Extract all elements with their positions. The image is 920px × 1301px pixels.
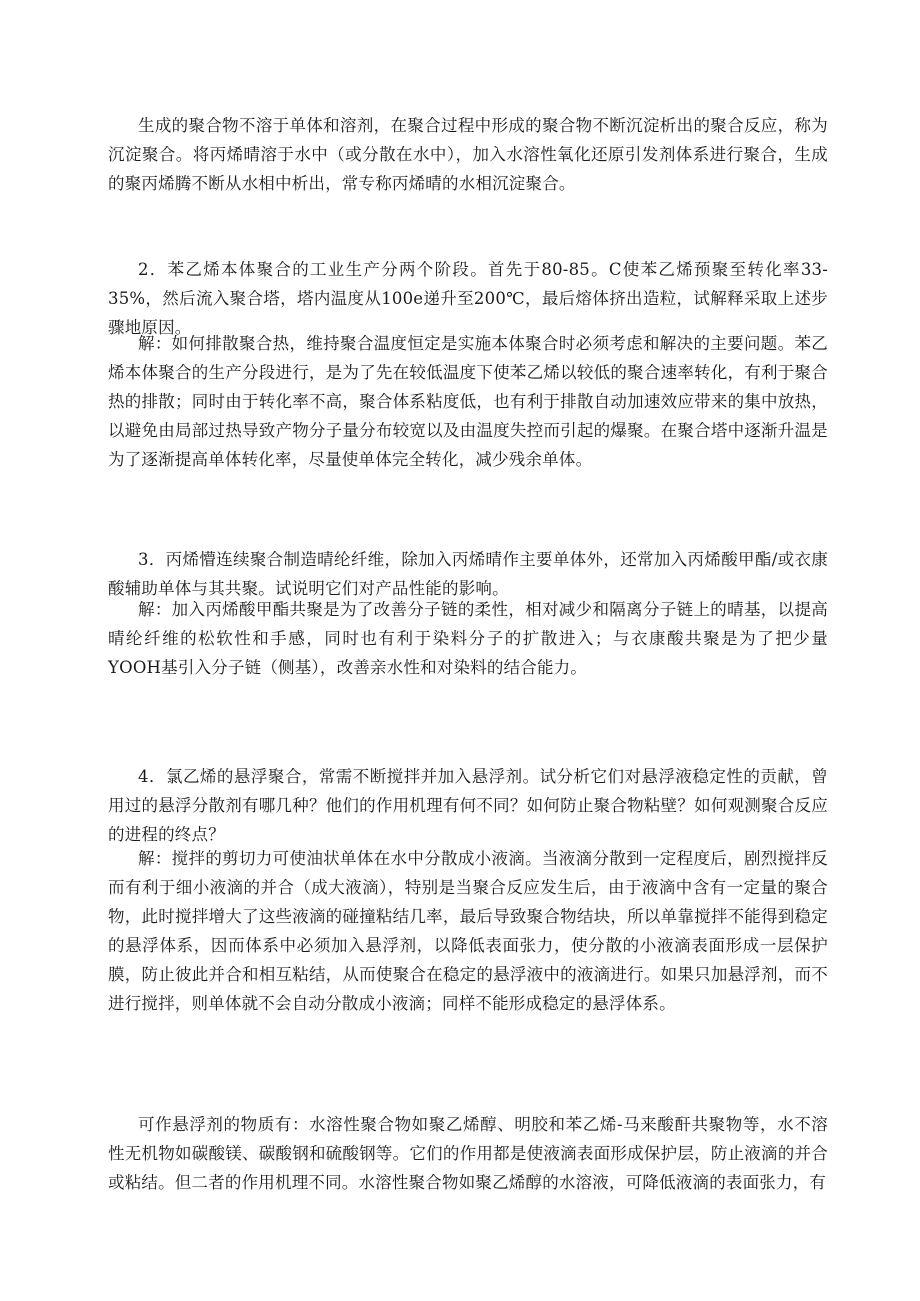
question-4: 4．氯乙烯的悬浮聚合，常需不断搅拌并加入悬浮剂。试分析它们对悬浮液稳定性的贡献，曾用过的悬浮分散剂有哪几种？他们的作用机理有何不同？如何防止聚合物粘壁？如何观测聚合反应的进程的终点？ [108,767,828,844]
answer-4: 解：搅拌的剪切力可使油状单体在水中分散成小液滴。当液滴分散到一定程度后，剧烈搅拌反而有利于细小液滴的并合（成大液滴），特别是当聚合反应发生后，由于液滴中含有一定量的聚合物，此时搅拌增大了这些液滴的碰撞粘结几率，最后导致聚合物结块，所以单靠搅拌不能得到稳定的悬浮体系，因而体系中必须加入悬浮剂，以降低表面张力，使分散的小液滴表面形成一层保护膜，防止彼此并合和相互粘结，从而使聚合在稳定的悬浮液中的液滴进行。如果只加悬浮剂，而不进行搅拌，则单体就不会自动分散成小液滴；同样不能形成稳定的悬浮体系。 [108,849,828,1013]
answer-2: 解：如何排散聚合热，维持聚合温度恒定是实施本体聚合时必须考虑和解决的主要问题。苯乙烯本体聚合的生产分段进行，是为了先在较低温度下使苯乙烯以较低的聚合速率转化，有利于聚合热的排散；同时由于转化率不高，聚合体系粘度低，也有利于排散自动加速效应带来的集中放热，以避免由局部过热导致产物分子量分布较宽以及由温度失控而引起的爆聚。在聚合塔中逐渐升温是为了逐渐提高单体转化率，尽量使单体完全转化，减少残余单体。 [108,334,828,469]
question-2: 2．苯乙烯本体聚合的工业生产分两个阶段。首先于80-85。C使苯乙烯预聚至转化率33-35%，然后流入聚合塔，塔内温度从100e递升至200℃，最后熔体挤出造粒，试解释采取上述步骤地原因。 [108,260,828,337]
answer-3: 解：加入丙烯酸甲酯共聚是为了改善分子链的柔性，相对减少和隔离分子链上的晴基，以提高晴纶纤维的松软性和手感，同时也有利于染料分子的扩散进入；与衣康酸共聚是为了把少量YOOH基引入分子链（侧基），改善亲水性和对染料的结合能力。 [108,600,828,677]
question-3: 3．丙烯懵连续聚合制造晴纶纤维，除加入丙烯晴作主要单体外，还常加入丙烯酸甲酯/或衣康酸辅助单体与其共聚。试说明它们对产品性能的影响。 [108,550,828,598]
answer-4-continued: 可作悬浮剂的物质有：水溶性聚合物如聚乙烯醇、明胶和苯乙烯-马来酸酐共聚物等，水不溶性无机物如碳酸镁、碳酸钢和硫酸钢等。它们的作用都是使液滴表面形成保护层，防止液滴的并合或粘结。但二者的作用机理不同。水溶性聚合物如聚乙烯醇的水溶液，可降低液滴的表面张力，有 [108,1115,828,1192]
paragraph-precipitation-polymerization: 生成的聚合物不溶于单体和溶剂，在聚合过程中形成的聚合物不断沉淀析出的聚合反应，称为沉淀聚合。将丙烯晴溶于水中（或分散在水中），加入水溶性氧化还原引发剂体系进行聚合，生成的聚丙烯腾不断从水相中析出，常专称丙烯晴的水相沉淀聚合。 [108,116,828,193]
